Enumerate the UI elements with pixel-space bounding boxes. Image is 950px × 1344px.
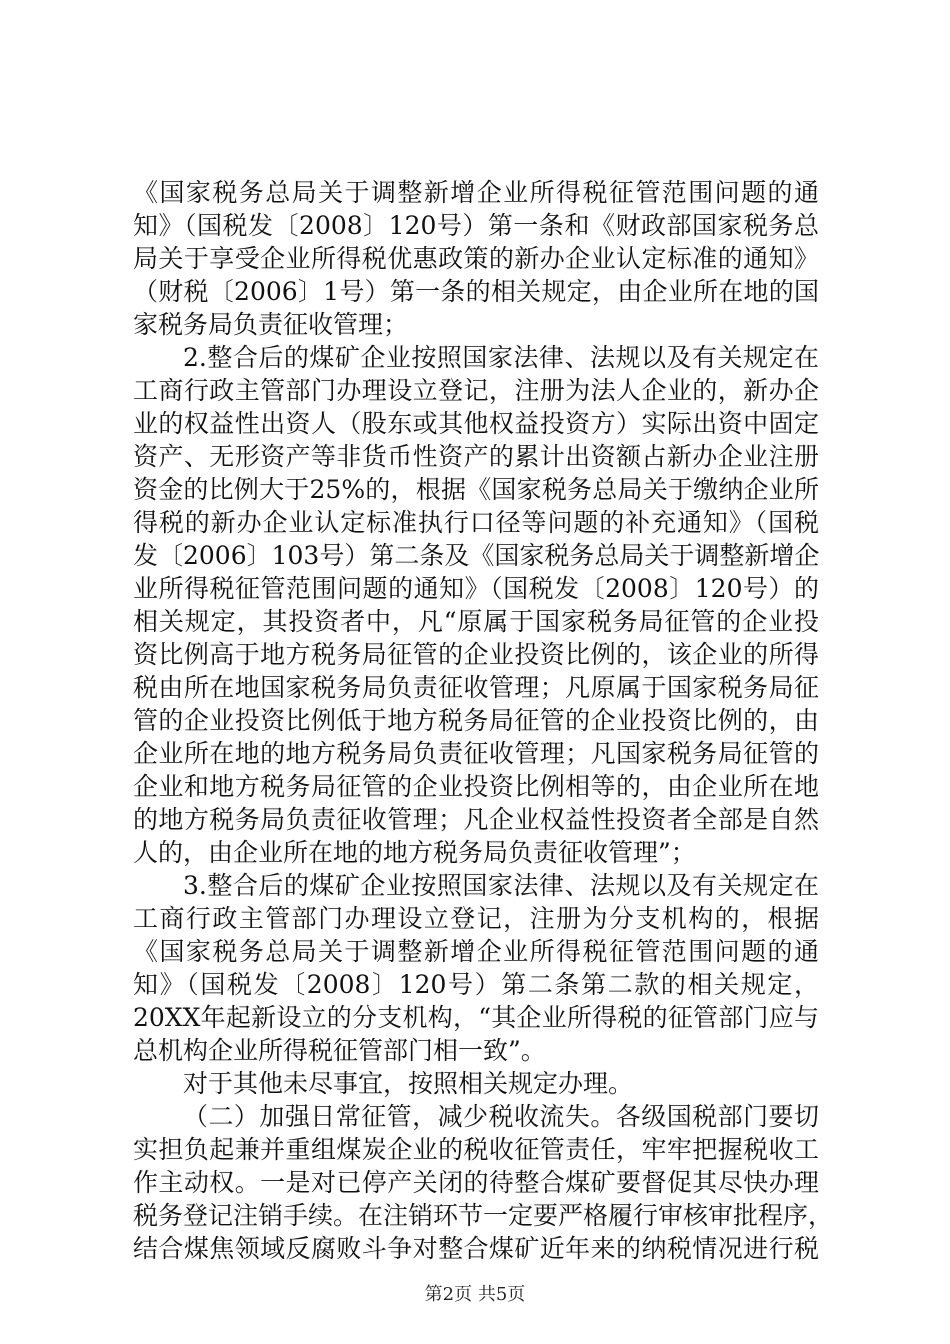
text-line: 相关规定，其投资者中，凡“原属于国家税务局征管的企业投 xyxy=(133,607,819,636)
text-line: 业所得税征管范围问题的通知》（国税发〔2008〕120号）的 xyxy=(133,574,819,603)
text-line: 的地方税务局负责征收管理；凡企业权益性投资者全部是自然 xyxy=(133,805,819,834)
text-line: 《国家税务总局关于调整新增企业所得税征管范围问题的通 xyxy=(133,937,819,966)
text-line: 结合煤焦领域反腐败斗争对整合煤矿近年来的纳税情况进行税 xyxy=(133,1234,819,1263)
text-line: 企业和地方税务局征管的企业投资比例相等的，由企业所在地 xyxy=(133,772,819,801)
text-line: 业的权益性出资人（股东或其他权益投资方）实际出资中固定 xyxy=(133,409,819,438)
text-line: 税由所在地国家税务局负责征收管理；凡原属于国家税务局征 xyxy=(133,673,819,702)
text-line: 资金的比例大于25%的，根据《国家税务总局关于缴纳企业所 xyxy=(133,475,819,504)
text-line: （财税〔2006〕1号）第一条的相关规定，由企业所在地的国 xyxy=(133,277,819,306)
text-line: 实担负起兼并重组煤炭企业的税收征管责任，牢牢把握税收工 xyxy=(133,1135,819,1164)
text-line: 《国家税务总局关于调整新增企业所得税征管范围问题的通 xyxy=(133,178,819,207)
text-line: 作主动权。一是对已停产关闭的待整合煤矿要督促其尽快办理 xyxy=(133,1168,819,1197)
text-line: 工商行政主管部门办理设立登记，注册为分支机构的，根据 xyxy=(133,904,819,933)
paragraph-start-line: 3.整合后的煤矿企业按照国家法律、法规以及有关规定在 xyxy=(183,871,819,900)
text-line: 局关于享受企业所得税优惠政策的新办企业认定标准的通知》 xyxy=(133,244,819,273)
text-line: 工商行政主管部门办理设立登记，注册为法人企业的，新办企 xyxy=(133,376,819,405)
text-line: 人的，由企业所在地的地方税务局负责征收管理”； xyxy=(133,838,696,867)
text-line: 资比例高于地方税务局征管的企业投资比例的，该企业的所得 xyxy=(133,640,819,669)
text-line: 知》（国税发〔2008〕120号）第一条和《财政部国家税务总 xyxy=(133,211,819,240)
paragraph-start-line: （二）加强日常征管，减少税收流失。各级国税部门要切 xyxy=(183,1102,819,1131)
text-line: 发〔2006〕103号）第二条及《国家税务总局关于调整新增企 xyxy=(133,541,820,570)
text-line: 企业所在地的地方税务局负责征收管理；凡国家税务局征管的 xyxy=(133,739,819,768)
text-line: 家税务局负责征收管理； xyxy=(133,310,409,339)
page-number-footer: 第2页 共5页 xyxy=(424,1284,526,1305)
paragraph-start-line: 2.整合后的煤矿企业按照国家法律、法规以及有关规定在 xyxy=(183,343,819,372)
text-line: 管的企业投资比例低于地方税务局征管的企业投资比例的，由 xyxy=(133,706,819,735)
text-line: 总机构企业所得税征管部门相一致”。 xyxy=(133,1036,546,1065)
text-line: 知》（国税发〔2008〕120号）第二条第二款的相关规定， xyxy=(133,970,819,999)
paragraph-start-line: 对于其他未尽事宜，按照相关规定办理。 xyxy=(183,1069,634,1098)
text-line: 得税的新办企业认定标准执行口径等问题的补充通知》（国税 xyxy=(133,508,819,537)
body-text xyxy=(133,176,834,1265)
text-line: 资产、无形资产等非货币性资产的累计出资额占新办企业注册 xyxy=(133,442,819,471)
text-line: 20XX年起新设立的分支机构，“其企业所得税的征管部门应与 xyxy=(133,1003,819,1032)
text-line: 税务登记注销手续。在注销环节一定要严格履行审核审批程序， xyxy=(133,1201,834,1230)
